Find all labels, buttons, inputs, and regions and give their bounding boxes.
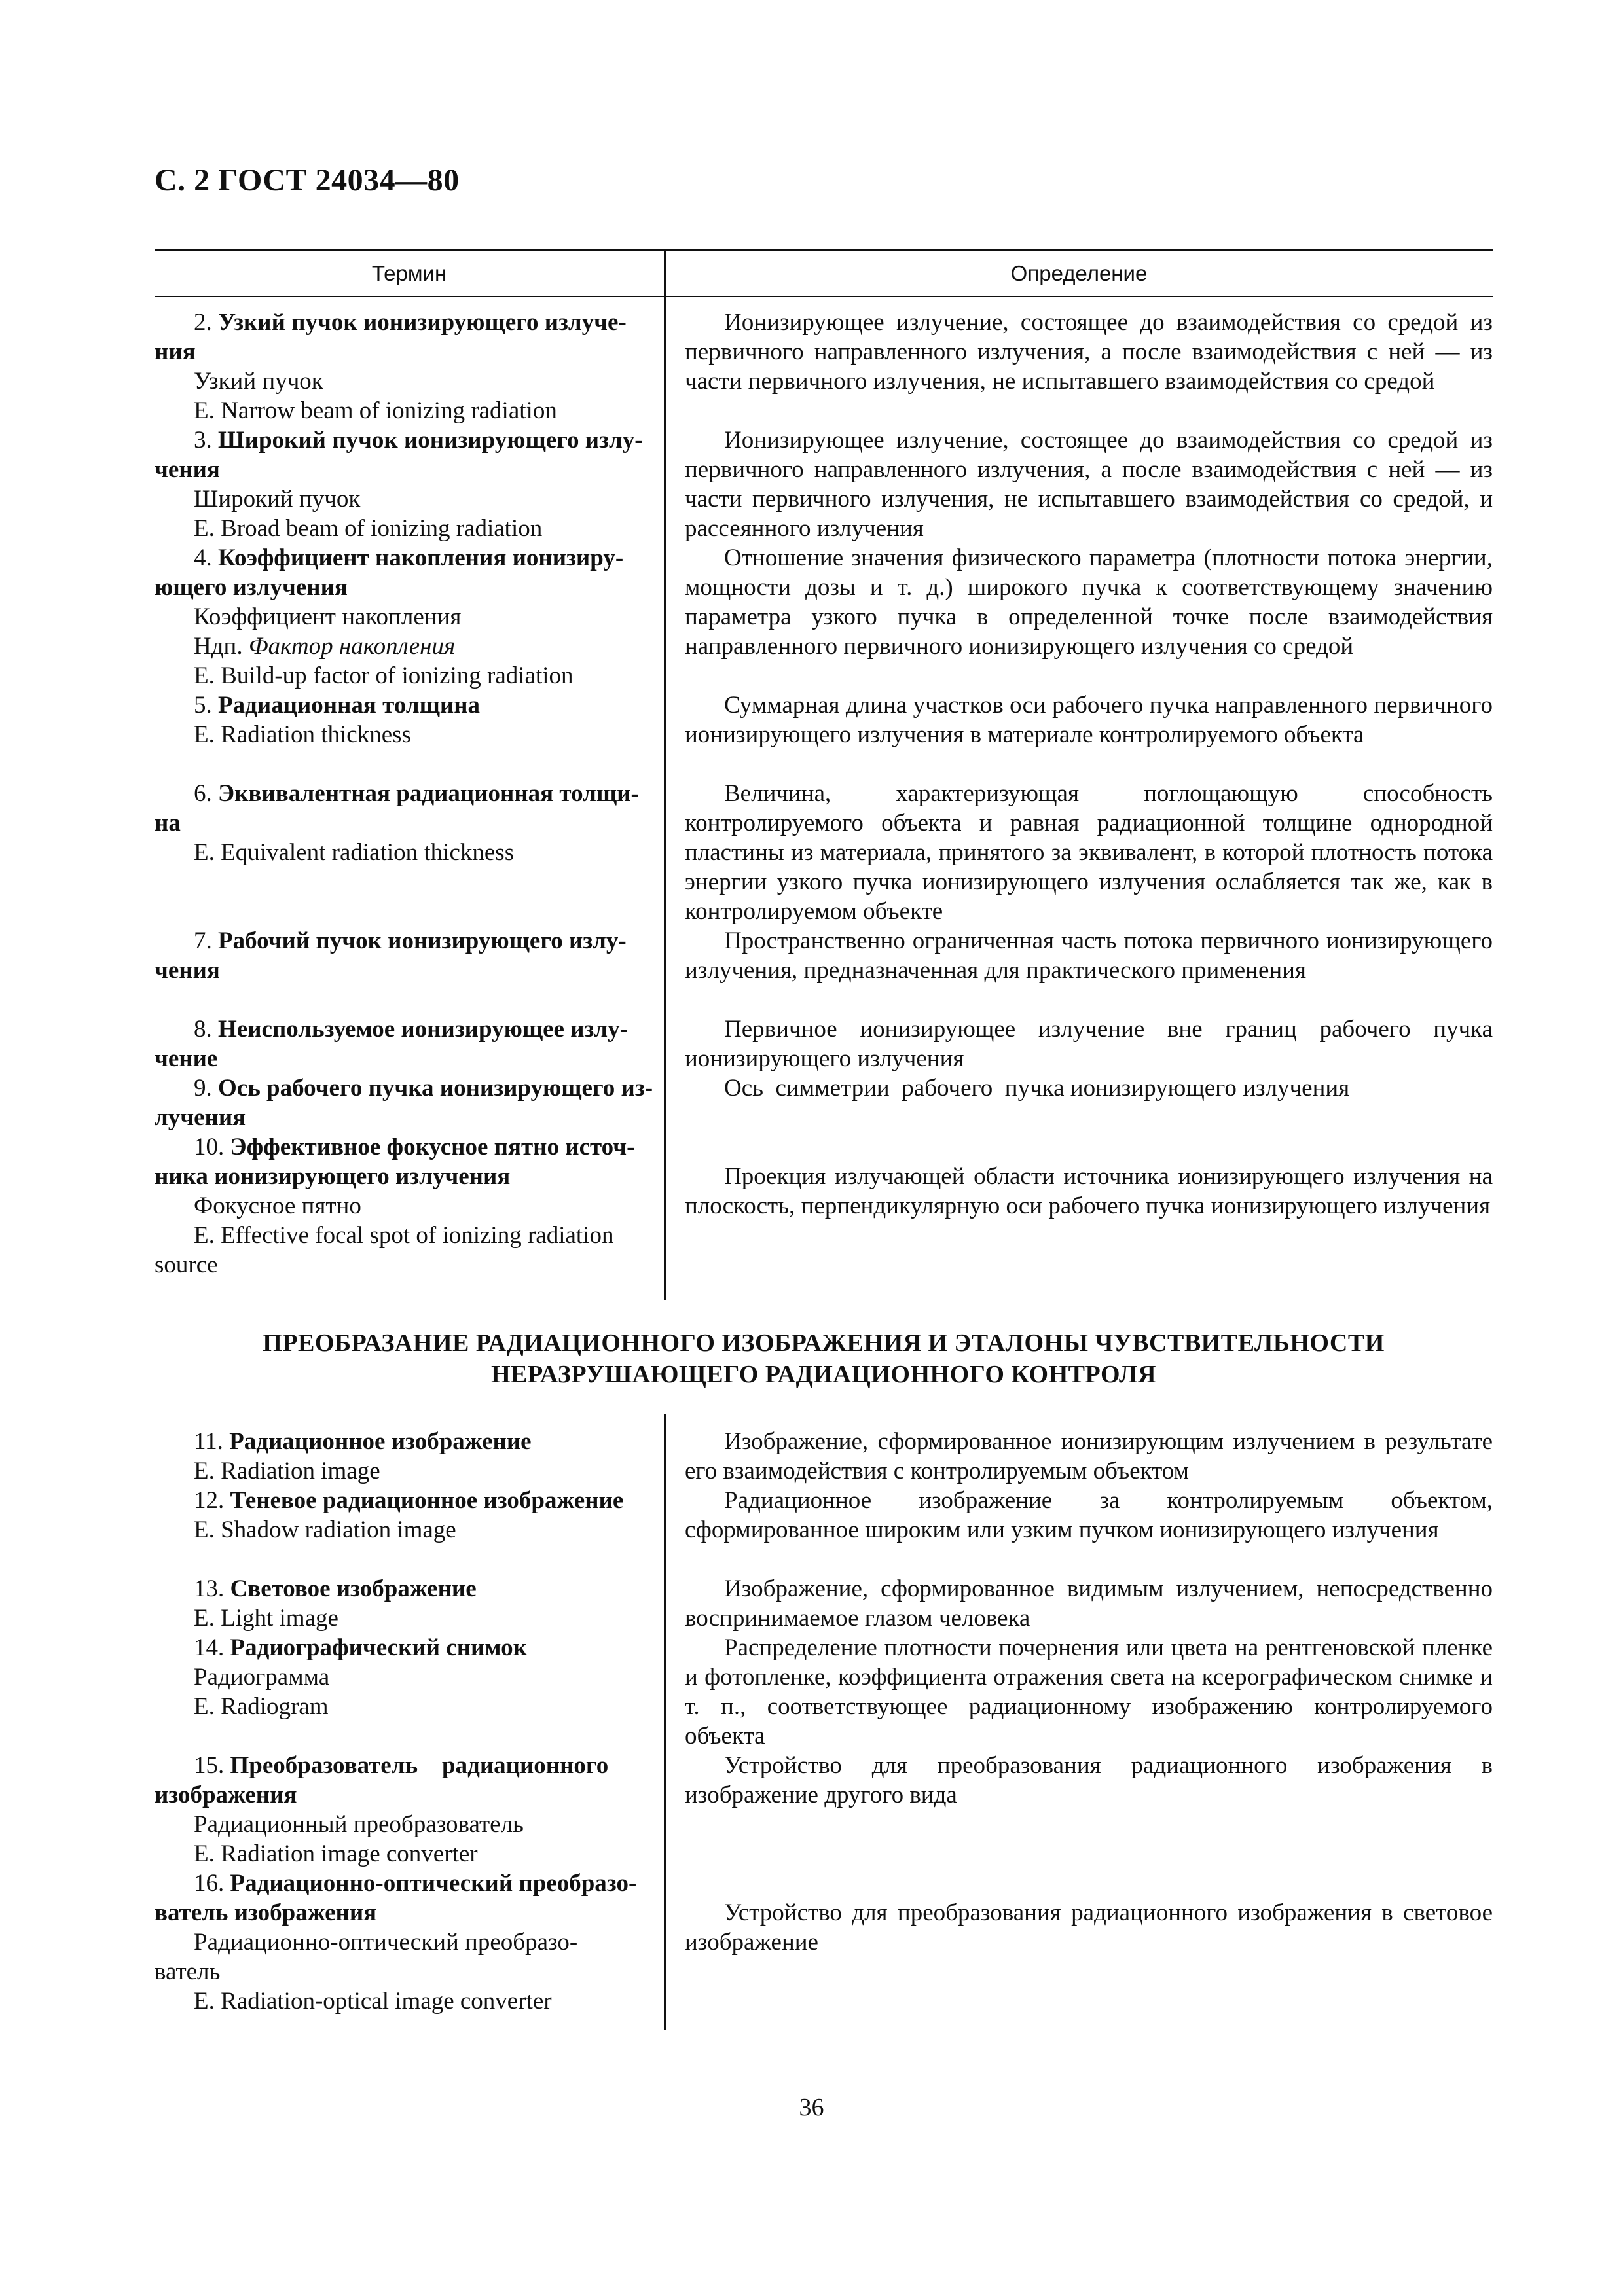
page-header: С. 2 ГОСТ 24034—80: [155, 163, 460, 198]
term-number: 5.: [194, 692, 212, 719]
definition-cell: Пространственно ограниченная часть потока первичного ионизирующего излучения, предназначенная для практического применения: [685, 927, 1493, 984]
term-title-cont: чения: [155, 456, 220, 483]
table-header: [155, 249, 1493, 297]
term-number: 14.: [194, 1634, 225, 1661]
column-divider: [664, 1414, 666, 2030]
term-title: Эффективное фокусное пятно источ-: [230, 1134, 635, 1160]
column-header-term: Термин: [371, 261, 447, 285]
term-english: E. Radiation-optical image converter: [194, 1988, 552, 2015]
term-number: 13.: [194, 1575, 225, 1602]
term-english: E. Light image: [194, 1605, 338, 1632]
term-title-cont: ника ионизирующего излучения: [155, 1163, 511, 1190]
term-number: 8.: [194, 1016, 212, 1043]
term-title-cont: чения: [155, 957, 220, 984]
term-cell: [155, 1486, 659, 1545]
definition-cell: Проекция излучающей области источника ионизирующего излучения на плоскость, перпендикулярную оси рабочего пучка ионизирующего излучения: [685, 1163, 1493, 1219]
term-title-cont: ния: [155, 338, 196, 365]
term-number: 12.: [194, 1487, 225, 1514]
term-cell: [155, 1869, 659, 2016]
term-synonym: Радиограмма: [194, 1664, 330, 1691]
term-title: Узкий пучок ионизирующего излуче-: [218, 309, 627, 336]
term-title-cont: лучения: [155, 1104, 246, 1131]
term-title: Неиспользуемое ионизирующее излу-: [218, 1016, 628, 1043]
term-synonym: Широкий пучок: [194, 486, 361, 512]
term-title: Радиационное изображение: [229, 1428, 532, 1455]
term-english: E. Effective focal spot of ionizing radiation: [194, 1222, 614, 1249]
term-title: Коэффициент накопления ионизиру-: [218, 545, 624, 571]
definition-cell: Радиационное изображение за контролируемым объектом, сформированное широким или узким пучком ионизирующего излучения: [685, 1487, 1493, 1543]
term-english: E. Shadow radiation image: [194, 1516, 456, 1543]
term-number: 10.: [194, 1134, 225, 1160]
term-synonym: Радиационно-оптический преобразо-: [194, 1929, 578, 1956]
section-title-line: ПРЕОБРАЗАНИЕ РАДИАЦИОННОГО ИЗОБРАЖЕНИЯ И ЭТАЛОНЫ ЧУВСТВИТЕЛЬНОСТИ: [263, 1329, 1385, 1357]
term-cell: [155, 926, 659, 985]
term-english: E. Radiation image: [194, 1458, 380, 1484]
definition-cell: Устройство для преобразования радиационного изображения в изображение другого вида: [685, 1752, 1493, 1808]
term-english: E. Build-up factor of ionizing radiation: [194, 662, 574, 689]
term-synonym: Узкий пучок: [194, 368, 323, 395]
term-title: Преобразователь радиационного: [230, 1752, 609, 1779]
column-divider: [664, 249, 666, 1300]
definition-cell: Ионизирующее излучение, состоящее до взаимодействия со средой из первичного направленного излучения, а после взаимодействия с ней — из части первичного излучения, не испытавшего взаимодействия со средой: [685, 309, 1493, 395]
term-cell: [155, 308, 659, 425]
term-english: E. Radiation image converter: [194, 1840, 478, 1867]
term-english: E. Radiogram: [194, 1693, 329, 1720]
definition-cell: Ось симметрии рабочего пучка ионизирующего излучения: [724, 1075, 1350, 1102]
definition-cell: Отношение значения физического параметра (плотности потока энергии, мощности дозы и т. д.) широкого пучка к соответствующему значению параметра узкого пучка в определенной точке после взаимодействия направленного первичного ионизирующего излучения со средой: [685, 545, 1493, 660]
term-title: Рабочий пучок ионизирующего излу-: [218, 927, 627, 954]
definition-cell: Изображение, сформированное ионизирующим излучением в результате его взаимодействия с контролируемым объектом: [685, 1428, 1493, 1484]
term-cell: [155, 691, 659, 749]
term-english: E. Broad beam of ionizing radiation: [194, 515, 543, 542]
term-number: 9.: [194, 1075, 212, 1102]
term-title: Световое изображение: [230, 1575, 477, 1602]
term-title: Широкий пучок ионизирующего излу-: [218, 427, 643, 454]
definition-cell: Ионизирующее излучение, состоящее до взаимодействия со средой из первичного направленного излучения, а после взаимодействия с ней — из части первичного излучения, не испытавшего взаимодействия со средой, и рассеянного излучения: [685, 427, 1493, 542]
definition-cell: Устройство для преобразования радиационного изображения в световое изображение: [685, 1899, 1493, 1956]
term-number: 2.: [194, 309, 212, 336]
term-cell: [155, 779, 659, 867]
term-title: Ось рабочего пучка ионизирующего из-: [218, 1075, 653, 1102]
term-english: E. Narrow beam of ionizing radiation: [194, 397, 557, 424]
section-title-line: НЕРАЗРУШАЮЩЕГО РАДИАЦИОННОГО КОНТРОЛЯ: [491, 1361, 1156, 1388]
page-number: 36: [799, 2094, 824, 2121]
term-number: 16.: [194, 1870, 225, 1897]
term-english-cont: source: [155, 1251, 218, 1278]
term-cell: [155, 1633, 659, 1721]
term-synonym: Радиационный преобразователь: [194, 1811, 524, 1838]
term-title: Теневое радиационное изображение: [230, 1487, 624, 1514]
term-synonym: Фокусное пятно: [194, 1193, 361, 1219]
term-title-cont: изображения: [155, 1782, 297, 1808]
term-cell: [155, 1751, 659, 1869]
term-english: E. Equivalent radiation thickness: [194, 839, 515, 866]
definition-cell: Суммарная длина участков оси рабочего пучка направленного первичного ионизирующего излучения в материале контролируемого объекта: [685, 692, 1493, 748]
term-number: 4.: [194, 545, 212, 571]
term-number: 7.: [194, 927, 212, 954]
term-number: 3.: [194, 427, 212, 454]
term-cell: [155, 1073, 659, 1132]
term-title-cont: на: [155, 810, 181, 836]
section-title: [155, 1327, 1493, 1390]
term-cell: [155, 1427, 659, 1486]
term-synonym-cont: ватель: [155, 1958, 221, 1985]
term-number: 6.: [194, 780, 212, 807]
term-cell: [155, 543, 659, 691]
column-header-definition: Определение: [1010, 261, 1148, 285]
definition-cell: Распределение плотности почернения или цвета на рентгеновской пленке и фотопленке, коэффициента отражения света на ксерографическом снимке и т. п., соответствующее радиационному изображению контролируемого объекта: [685, 1634, 1493, 1749]
term-title: Эквивалентная радиационная толщи-: [218, 780, 639, 807]
term-number: 11.: [194, 1428, 223, 1455]
term-synonym: Коэффициент накопления: [194, 603, 462, 630]
term-title-cont: ватель изображения: [155, 1899, 377, 1926]
definition-cell: Первичное ионизирующее излучение вне границ рабочего пучка ионизирующего излучения: [685, 1016, 1493, 1072]
definition-cell: Изображение, сформированное видимым излучением, непосредственно воспринимаемое глазом человека: [685, 1575, 1493, 1632]
term-cell: [155, 425, 659, 543]
term-title: Радиационно-оптический преобразо-: [230, 1870, 637, 1897]
term-nonrecommended: Ндп. Фактор накопления: [194, 633, 456, 660]
term-english: E. Radiation thickness: [194, 721, 411, 748]
term-number: 15.: [194, 1752, 225, 1779]
term-cell: [155, 1574, 659, 1633]
term-title-cont: ющего излучения: [155, 574, 348, 601]
term-title: Радиографический снимок: [230, 1634, 527, 1661]
term-title: Радиационная толщина: [218, 692, 481, 719]
term-cell: [155, 1014, 659, 1073]
term-cell: [155, 1132, 659, 1280]
term-title-cont: чение: [155, 1045, 218, 1072]
definition-cell: Величина, характеризующая поглощающую способность контролируемого объекта и равная радиационной толщине однородной пластины из материала, принятого за эквивалент, в которой плотность потока энергии узкого пучка ионизирующего излучения ослабляется так же, как в контролируемом объекте: [685, 780, 1493, 925]
